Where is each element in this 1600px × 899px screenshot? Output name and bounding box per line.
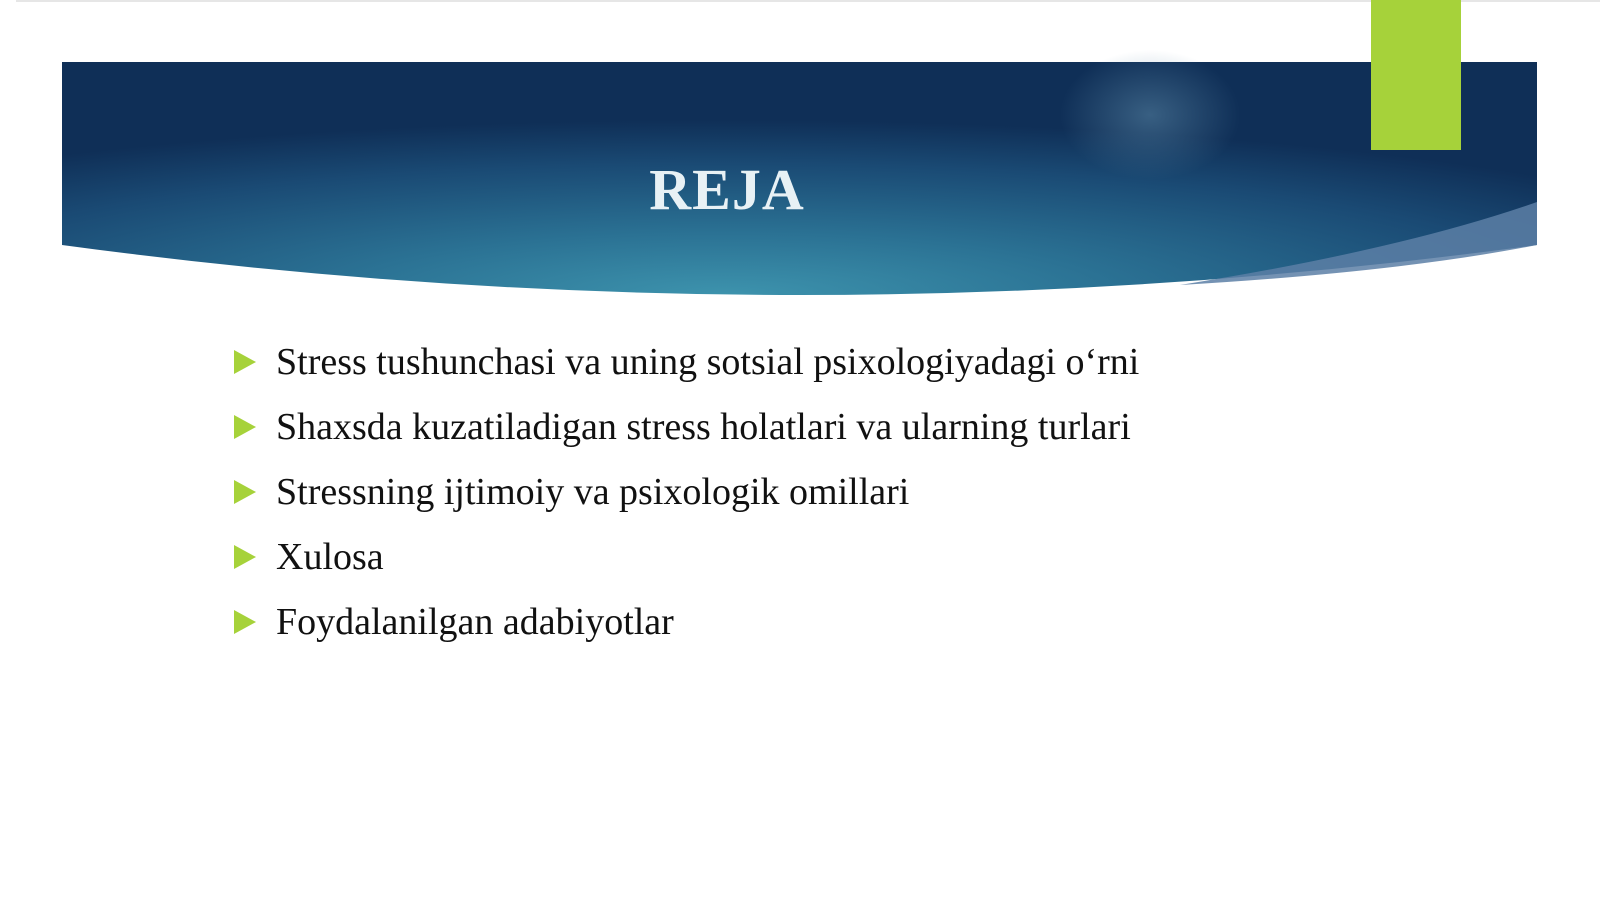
bullet-item xyxy=(230,399,1480,464)
bullet-item xyxy=(230,464,1480,529)
bullet-text: Shaxsda kuzatiladigan stress holatlari va ularning turlari xyxy=(276,406,1131,448)
bullet-item xyxy=(230,334,1480,399)
bullet-text: Stressning ijtimoiy va psixologik omillari xyxy=(276,471,910,513)
bullet-item xyxy=(230,594,1480,659)
bullet-text: Foydalanilgan adabiyotlar xyxy=(276,601,674,643)
triangle-right-icon xyxy=(230,604,260,644)
accent-rectangle xyxy=(1371,0,1461,150)
slide-title: REJA xyxy=(649,157,805,222)
triangle-right-icon xyxy=(230,344,260,384)
triangle-right-icon xyxy=(230,409,260,449)
bullet-text: Xulosa xyxy=(276,536,384,578)
bullet-item xyxy=(230,529,1480,594)
triangle-right-icon xyxy=(230,474,260,514)
triangle-right-icon xyxy=(230,539,260,579)
bullet-list xyxy=(230,334,1480,659)
bullet-text: Stress tushunchasi va uning sotsial psixologiyadagi o‘rni xyxy=(276,341,1140,383)
